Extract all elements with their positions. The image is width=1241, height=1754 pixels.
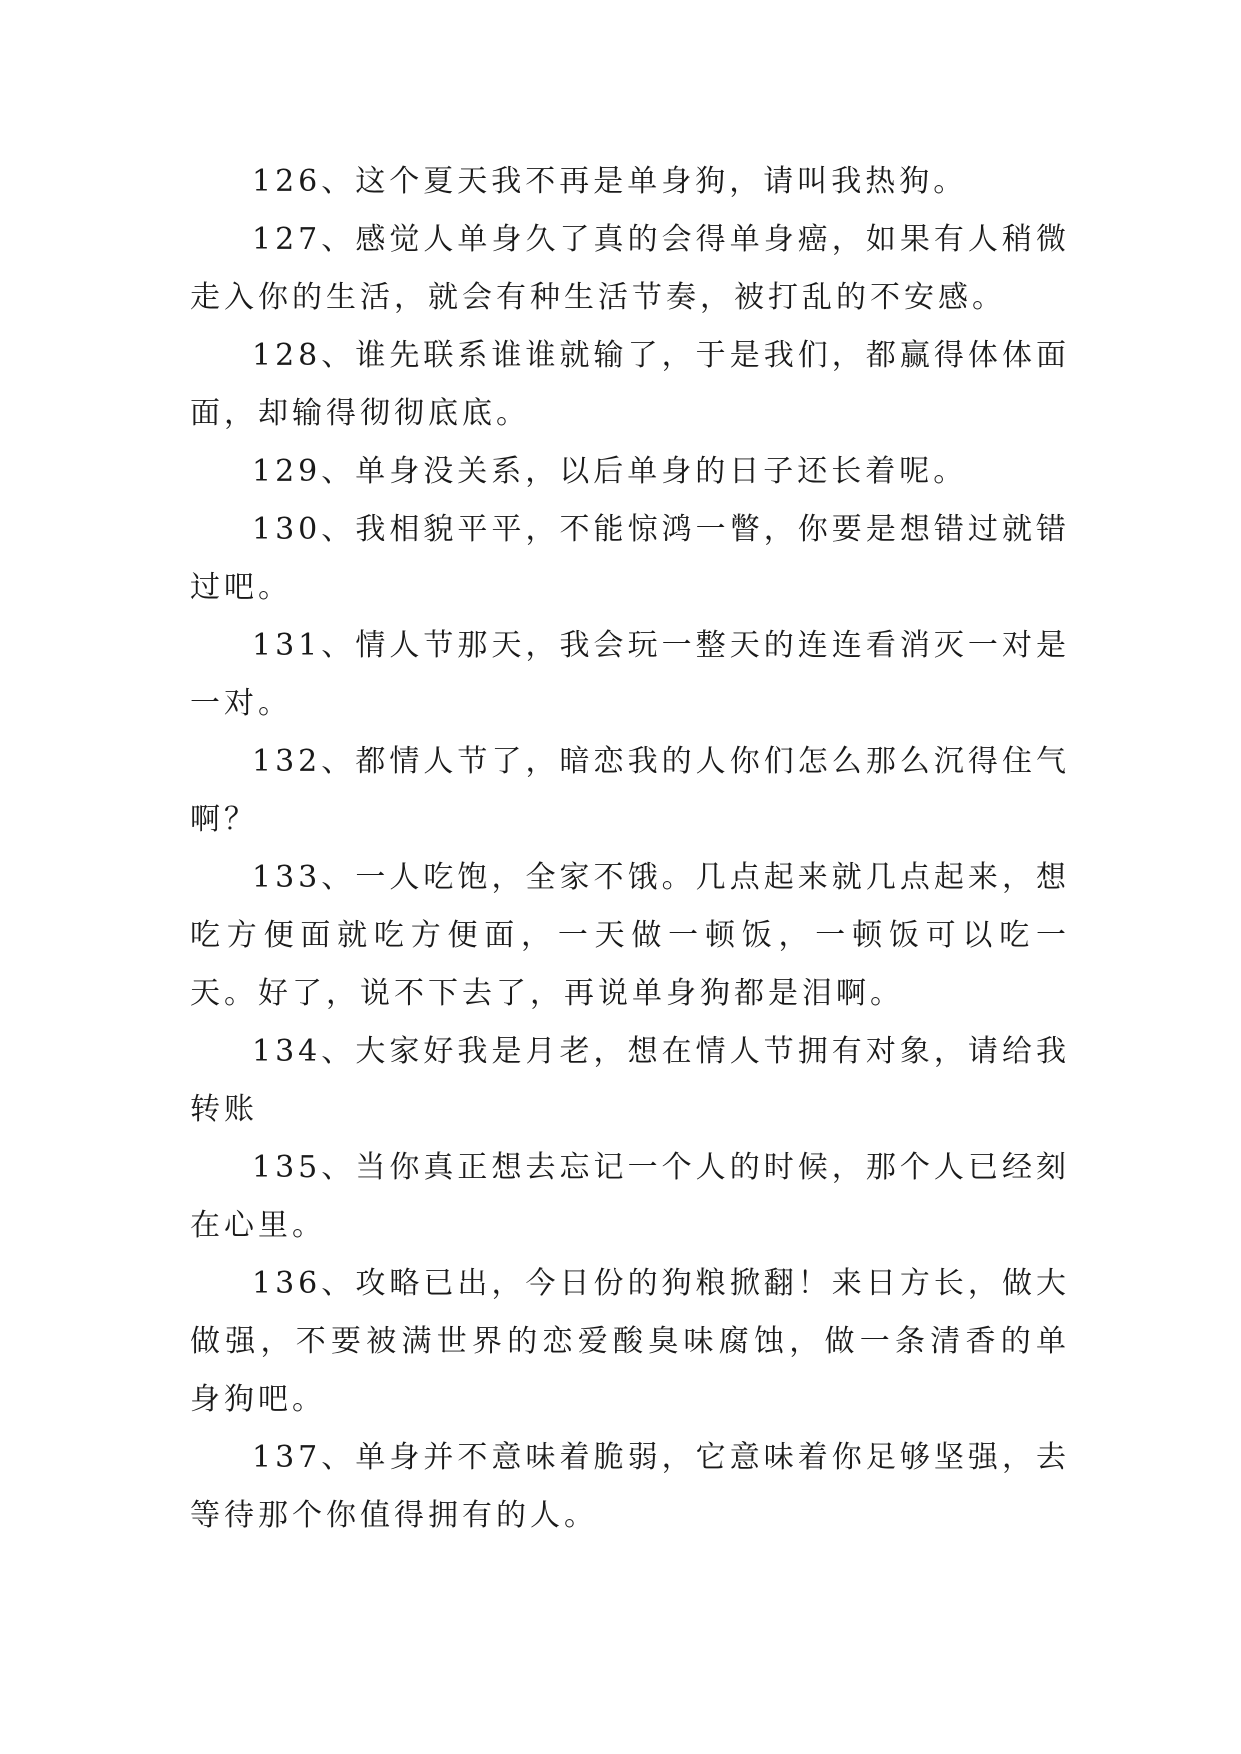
paragraph-130: 130、我相貌平平，不能惊鸿一瞥，你要是想错过就错过吧。: [190, 512, 1070, 605]
paragraph-129: 129、单身没关系，以后单身的日子还长着呢。: [252, 454, 968, 489]
paragraph-131: 131、情人节那天，我会玩一整天的连连看消灭一对是一对。: [190, 628, 1070, 721]
paragraph-126: 126、这个夏天我不再是单身狗，请叫我热狗。: [252, 164, 968, 199]
paragraph-133: 133、一人吃饱，全家不饿。几点起来就几点起来，想吃方便面就吃方便面，一天做一顿饭，一顿饭可以吃一天。好了，说不下去了，再说单身狗都是泪啊。: [190, 860, 1070, 1011]
paragraph-134: 134、大家好我是月老，想在情人节拥有对象，请给我转账: [190, 1034, 1070, 1127]
paragraph-137: 137、单身并不意味着脆弱，它意味着你足够坚强，去等待那个你值得拥有的人。: [190, 1440, 1070, 1533]
paragraph-136: 136、攻略已出，今日份的狗粮掀翻！来日方长，做大做强，不要被满世界的恋爱酸臭味腐蚀，做一条清香的单身狗吧。: [190, 1266, 1070, 1417]
paragraph-127: 127、感觉人单身久了真的会得单身癌，如果有人稍微走入你的生活，就会有种生活节奏，被打乱的不安感。: [190, 222, 1070, 315]
paragraph-132: 132、都情人节了，暗恋我的人你们怎么那么沉得住气啊？: [190, 744, 1070, 837]
paragraph-135: 135、当你真正想去忘记一个人的时候，那个人已经刻在心里。: [190, 1150, 1070, 1243]
paragraph-128: 128、谁先联系谁谁就输了，于是我们，都赢得体体面面，却输得彻彻底底。: [190, 338, 1070, 431]
document-body: [190, 153, 1070, 1545]
